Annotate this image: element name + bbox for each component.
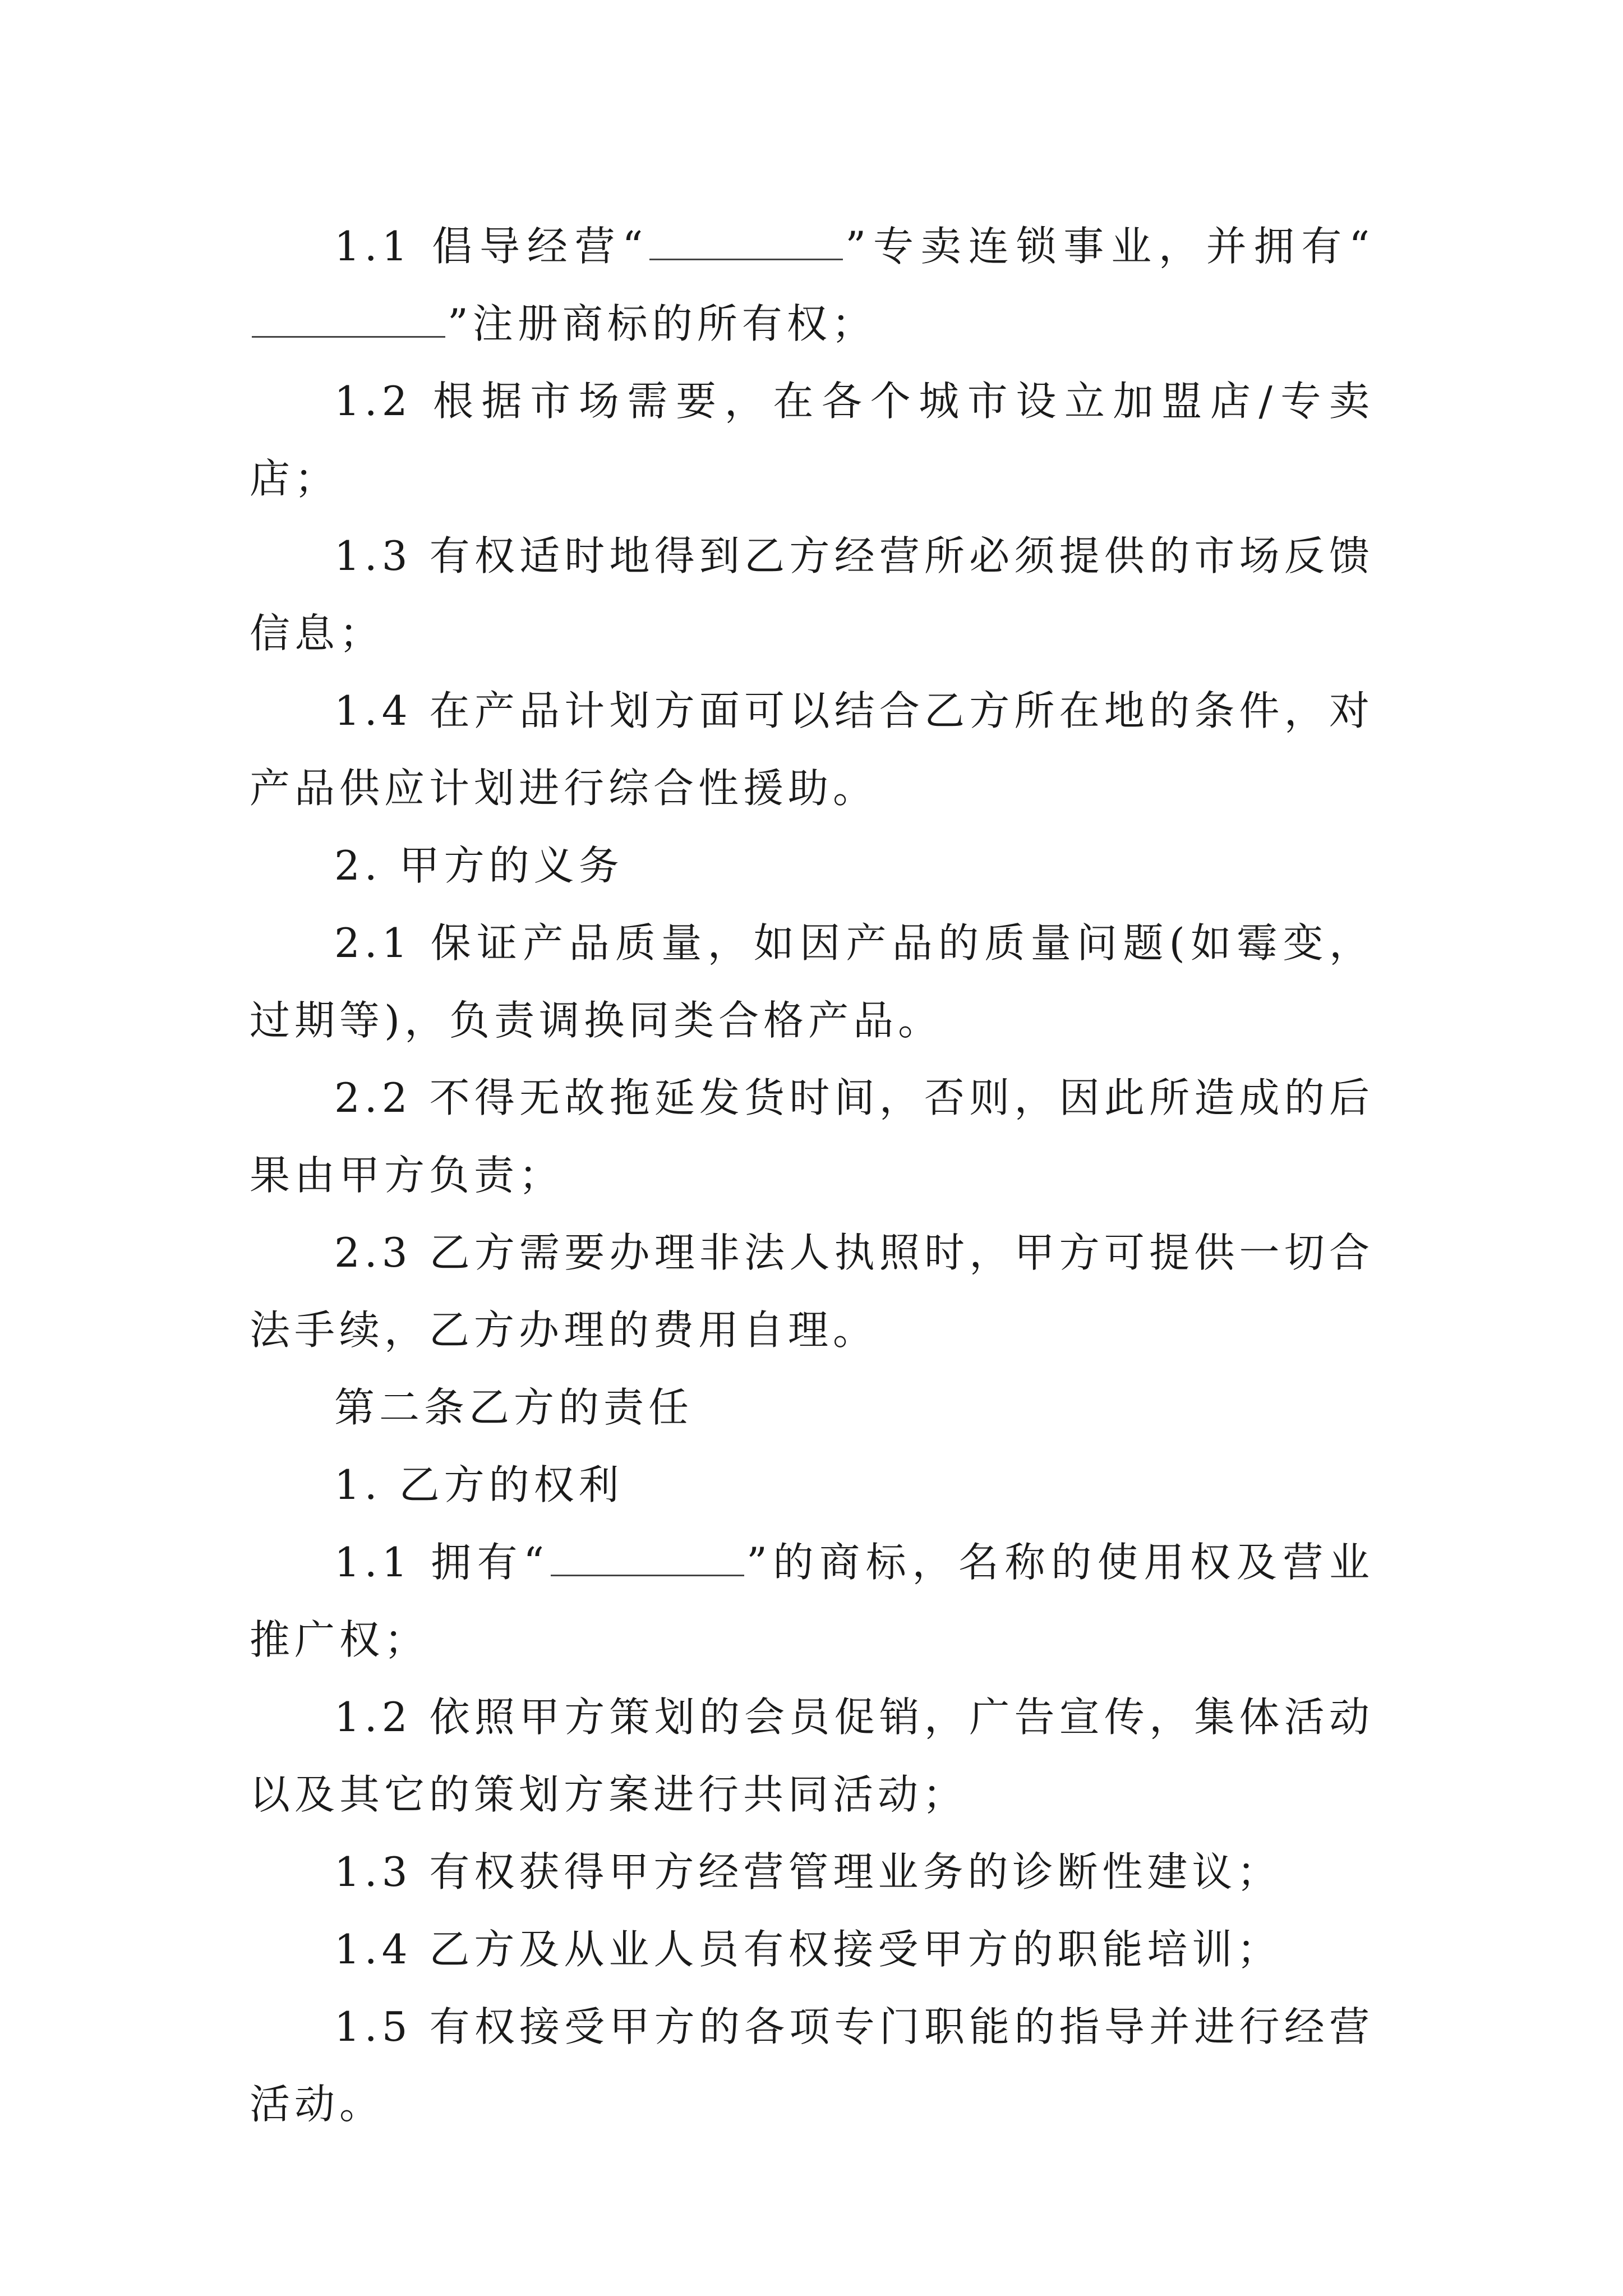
document-body [250,208,1374,2143]
paragraph-2-2: 2.2 不得无故拖延发货时间，否则，因此所造成的后果由甲方负责； [250,1074,1374,1199]
paragraph-1-3: 1.3 有权适时地得到乙方经营所必须提供的市场反馈信息； [250,532,1374,657]
paragraph-b-1-1-trademark-use [250,1524,1374,1678]
paragraph-1-2: 1.2 根据市场需要，在各个城市设立加盟店/专卖店； [250,378,1374,502]
article-heading-party-b-responsibilities: 第二条乙方的责任 [334,1384,694,1431]
paragraph-b-1-2: 1.2 依照甲方策划的会员促销，广告宣传，集体活动以及其它的策划方案进行共同活动； [250,1694,1374,1818]
paragraph-text: ”专卖连锁事业，并拥有“ [845,223,1375,270]
paragraph-2-1: 2.1 保证产品质量，如因产品的质量问题(如霉变，过期等)，负责调换同类合格产品。 [250,919,1374,1044]
paragraph-1-4: 1.4 在产品计划方面可以结合乙方所在地的条件，对产品供应计划进行综合性援助。 [250,687,1374,812]
paragraph-b-1-5: 1.5 有权接受甲方的各项专门职能的指导并进行经营活动。 [250,2003,1374,2128]
fill-in-blank [252,302,445,338]
paragraph-2-3: 2.3 乙方需要办理非法人执照时，甲方可提供一切合法手续，乙方办理的费用自理。 [250,1229,1374,1354]
paragraph-b-1-3: 1.3 有权获得甲方经营管理业务的诊断性建议； [334,1848,1282,1895]
section-heading-party-a-obligations: 2. 甲方的义务 [334,842,624,889]
fill-in-blank [551,1541,744,1576]
fill-in-blank [649,225,843,260]
paragraph-b-1-4: 1.4 乙方及从业人员有权接受甲方的职能培训； [334,1926,1282,1973]
paragraph-1-1-franchise-rights [250,208,1374,362]
paragraph-text: ”注册商标的所有权； [448,300,877,347]
paragraph-text: 1.1 倡导经营“ [334,223,648,270]
paragraph-text: 1.1 拥有“ [334,1539,549,1586]
paragraph-text: ”的商标，名称的使用权及营业推广权； [250,1539,1374,1663]
section-heading-party-b-rights: 1. 乙方的权利 [334,1461,624,1508]
